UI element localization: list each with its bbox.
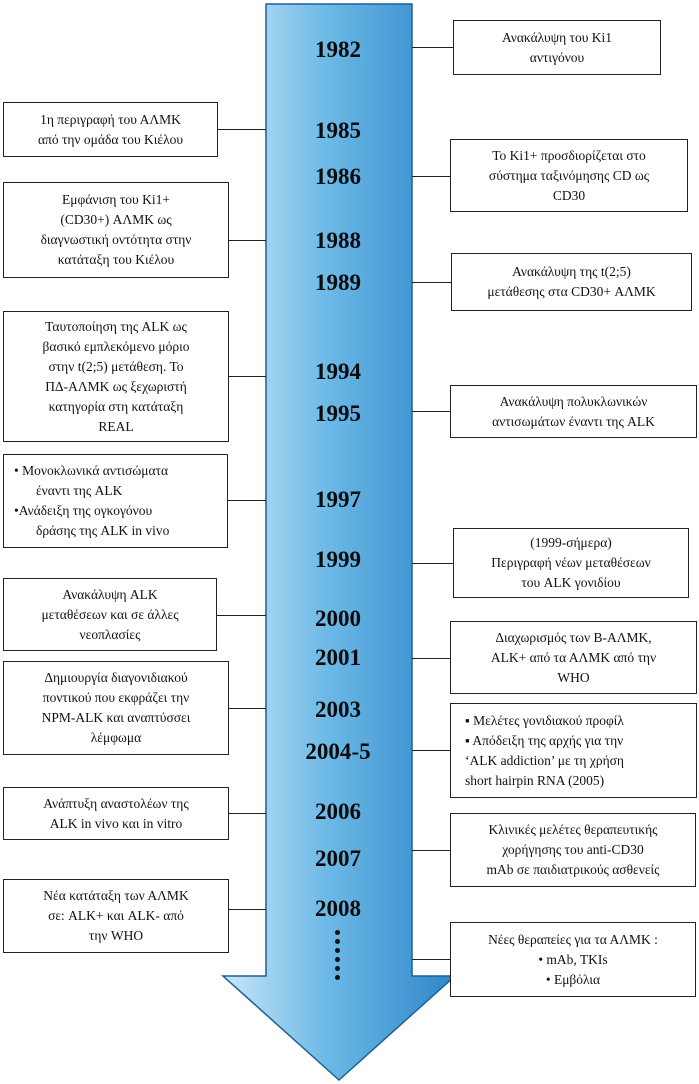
year-label: 1999: [315, 547, 361, 572]
connector-line: [218, 129, 266, 130]
event-text: ALK in vivo και in vitro: [49, 815, 183, 831]
event-box-right: [450, 139, 688, 212]
event-box-right: [453, 20, 661, 75]
connector-line: [412, 750, 450, 751]
event-text: σε: ALK+ και ALK- από: [48, 908, 184, 923]
connector-line: [229, 240, 266, 241]
event-text: αντισωμάτων έναντι της ALK: [492, 413, 655, 429]
event-box-left: [3, 311, 229, 442]
event-text: Ανακάλυψη ALK: [62, 586, 158, 602]
event-text: από την ομάδα του Κιέλου: [37, 131, 184, 147]
event-box-right: [450, 385, 697, 438]
event-text: Νέα κατάταξη των ΑΛΜΚ: [43, 888, 189, 903]
year-label: 1986: [315, 164, 361, 189]
event-box-left: [3, 787, 229, 840]
connector-line: [229, 376, 266, 377]
event-text: REAL: [98, 418, 134, 434]
connector-line: [412, 47, 453, 48]
event-text: Ανακάλυψη του Ki1: [501, 29, 613, 45]
event-text: Ανακάλυψη της t(2;5): [512, 264, 631, 279]
event-text: κατάταξη του Κιέλου: [57, 252, 175, 267]
event-text: • Εμβόλια: [545, 971, 601, 987]
event-text: ALK+ από τα ΑΛΜΚ από την: [490, 649, 657, 665]
connector-line: [412, 176, 450, 177]
event-text: έναντι της ALK: [36, 483, 123, 498]
event-text: ποντικού που εκφράζει την: [42, 690, 190, 705]
event-text: (1999-σήμερα): [530, 535, 612, 550]
event-box-right: [453, 528, 689, 598]
event-text: NPM-ALK και αναπτύσσει: [41, 710, 191, 725]
event-text: χορήγησης του anti-CD30: [502, 842, 644, 857]
event-text: Κλινικές μελέτες θεραπευτικής: [488, 822, 658, 837]
event-box-right: [450, 922, 696, 997]
event-box-right: [450, 621, 697, 694]
event-text: Ταυτοποίηση της ALK ως: [45, 318, 187, 334]
event-text: κατηγορία στη κατάταξη: [48, 398, 184, 414]
year-label: 1995: [315, 401, 361, 426]
event-text: (CD30+) ΑΛΜΚ ως: [60, 212, 172, 227]
event-text: μεταθέσεων και σε άλλες: [41, 606, 179, 622]
event-box-left: [3, 182, 229, 278]
year-label: 1989: [315, 270, 361, 295]
event-text: Ανάπτυξη αναστολέων της: [43, 795, 189, 811]
year-label: 2007: [315, 846, 361, 871]
connector-line: [412, 959, 450, 960]
connector-line: [412, 282, 451, 283]
event-text: βασικό εμπλεκόμενο μόριο: [42, 338, 190, 354]
event-box-left: [3, 879, 229, 953]
event-box-right: [450, 813, 696, 887]
connector-line: [228, 500, 266, 501]
event-text: Διαχωρισμός των Β-ΑΛΜΚ,: [495, 629, 652, 645]
event-text: ‘ALK addiction’ με τη χρήση: [465, 752, 624, 768]
connector-line: [412, 658, 450, 659]
event-text: σύστημα ταξινόμησης CD ως: [488, 167, 650, 183]
event-text: • mAb, TKIs: [538, 951, 608, 967]
event-box-left: [3, 661, 229, 755]
connector-line: [217, 615, 266, 616]
year-label: 2006: [315, 799, 361, 824]
event-text: WHO: [557, 669, 590, 685]
year-label: 1994: [315, 359, 361, 384]
event-text: ΠΔ-ΑΛΜΚ ως ξεχωριστή: [45, 378, 187, 394]
event-text: Περιγραφή νέων μεταθέσεων: [491, 555, 651, 570]
event-text: στην t(2;5) μετάθεση. Το: [48, 358, 184, 374]
connector-line: [412, 411, 450, 412]
connector-line: [229, 813, 266, 814]
event-text: CD30: [552, 187, 586, 203]
year-label: 1997: [315, 487, 361, 512]
event-text: Δημιουργία διαγονιδιακού: [44, 670, 188, 685]
year-label: 2000: [315, 606, 361, 631]
event-text: μετάθεσης στα CD30+ ΑΛΜΚ: [487, 284, 656, 299]
event-text: του ALK γονιδίου: [521, 575, 621, 590]
event-text: αντιγόνου: [529, 49, 585, 65]
event-text: λέμφωμα: [90, 730, 142, 745]
event-text: δράσης της ALK in vivo: [36, 523, 170, 538]
event-text: • Μονοκλωνικά αντισώματα: [14, 463, 169, 478]
connector-line: [229, 708, 266, 709]
event-text: Ανακάλυψη πολυκλωνικών: [499, 393, 648, 409]
event-text: 1η περιγραφή του ΑΛΜΚ: [40, 111, 181, 127]
connector-line: [412, 563, 453, 564]
year-label: 2008: [315, 896, 361, 921]
event-box-right: [450, 703, 697, 798]
year-label: 1982: [315, 37, 361, 62]
year-label: 2003: [315, 697, 361, 722]
continuation-dots: [335, 930, 341, 980]
event-text: •Ανάδειξη της ογκογόνου: [14, 503, 153, 518]
event-text: mAb σε παιδιατρικούς ασθενείς: [486, 862, 660, 877]
event-text: Νέες θεραπείες για τα ΑΛΜΚ :: [488, 931, 658, 947]
year-label: 2001: [315, 645, 361, 670]
year-label: 1988: [315, 228, 361, 253]
event-text: νεοπλασίες: [79, 626, 141, 642]
connector-line: [412, 850, 450, 851]
event-text: Το Ki1+ προσδιορίζεται στο: [492, 147, 646, 163]
event-box-left: [3, 578, 217, 651]
year-label: 1985: [315, 118, 361, 143]
event-text: ▪ Απόδειξη της αρχής για την: [465, 732, 624, 748]
event-text: διαγνωστική οντότητα στην: [40, 232, 192, 247]
event-text: ▪ Μελέτες γονιδιακού προφίλ: [465, 712, 624, 728]
year-label: 2004-5: [305, 739, 371, 764]
event-box-left: [3, 454, 228, 548]
event-text: short hairpin RNA (2005): [465, 772, 605, 788]
event-box-left: [3, 102, 218, 157]
event-text: Εμφάνιση του Ki1+: [62, 192, 170, 207]
event-text: την WHO: [88, 928, 144, 943]
event-box-right: [451, 253, 692, 311]
connector-line: [229, 909, 266, 910]
